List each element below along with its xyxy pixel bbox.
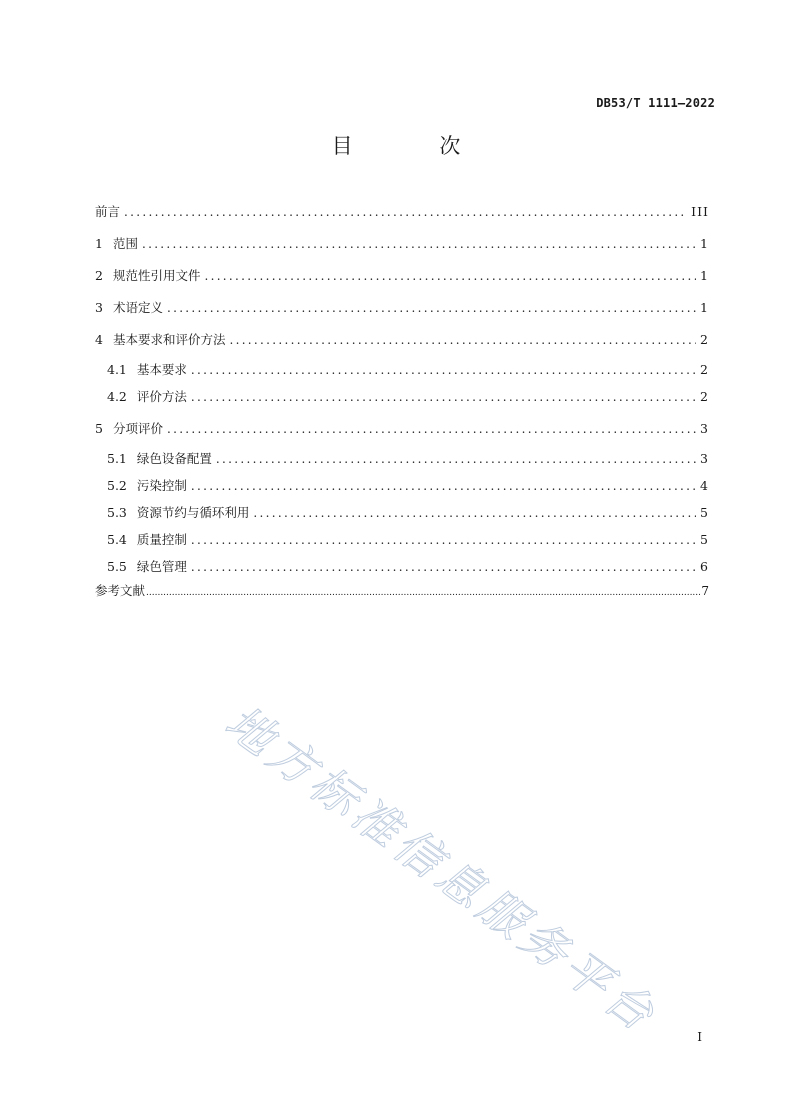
toc-entry-4-1[interactable]: [95, 360, 709, 380]
toc-entry-5[interactable]: [95, 419, 709, 439]
toc-entry-label: 污染控制: [136, 478, 187, 493]
toc-entry-label: 绿色设备配置: [136, 451, 212, 466]
toc-entry-3[interactable]: [95, 298, 709, 318]
toc-leader: [142, 234, 696, 254]
toc-entry-4-2[interactable]: [95, 387, 709, 407]
toc-entry-page: III: [691, 204, 709, 219]
toc-entry-page: 4: [700, 478, 709, 493]
toc-entry-number: 4: [95, 332, 103, 347]
toc-leader: [124, 202, 687, 222]
toc-entry-page: 5: [700, 532, 709, 547]
toc-entry-page: 6: [700, 559, 709, 574]
document-code: DB53/T 1111—2022: [596, 96, 715, 110]
toc-entry-5-1[interactable]: [95, 449, 709, 469]
toc-entry-5-5[interactable]: [95, 557, 709, 577]
toc-entry-label: 术语定义: [112, 300, 163, 315]
toc-leader: [167, 298, 696, 318]
toc-entry-bibliography[interactable]: [95, 581, 709, 601]
toc-entry-label: 基本要求和评价方法: [112, 332, 226, 347]
toc-entry-label: 质量控制: [136, 532, 187, 547]
toc-entry-number: 2: [95, 268, 103, 283]
toc-entry-5-2[interactable]: [95, 476, 709, 496]
toc-entry-page: 3: [700, 421, 709, 436]
toc-leader: [204, 266, 696, 286]
toc-entry-page: 3: [700, 451, 709, 466]
toc-leader: [253, 503, 696, 523]
toc-entry-number: 5.3: [107, 505, 127, 520]
toc-entry-label: 评价方法: [136, 389, 187, 404]
toc-entry-page: 2: [700, 362, 709, 377]
toc-entry-number: 4.2: [107, 389, 127, 404]
toc-entry-number: 5.5: [107, 559, 127, 574]
table-of-contents: [95, 200, 709, 601]
toc-entry-page: 1: [700, 300, 709, 315]
toc-entry-label: 资源节约与循环利用: [136, 505, 250, 520]
toc-leader: [191, 360, 696, 380]
toc-entry-number: 5.4: [107, 532, 127, 547]
toc-entry-page: 5: [700, 505, 709, 520]
toc-entry-2[interactable]: [95, 266, 709, 286]
toc-entry-foreword[interactable]: [95, 202, 709, 222]
toc-entry-label: 前言: [95, 204, 121, 219]
toc-entry-page: 7: [701, 584, 709, 598]
toc-leader: [191, 387, 696, 407]
toc-entry-label: 基本要求: [136, 362, 187, 377]
toc-leader: [146, 583, 700, 603]
toc-leader: [167, 419, 696, 439]
toc-entry-number: 5: [95, 421, 103, 436]
toc-entry-5-4[interactable]: [95, 530, 709, 550]
toc-entry-number: 5.1: [107, 451, 127, 466]
toc-leader: [191, 557, 696, 577]
page-number: I: [697, 1030, 702, 1044]
toc-entry-5-3[interactable]: [95, 503, 709, 523]
watermark: 地方标准信息服务平台: [215, 694, 669, 1044]
toc-entry-4[interactable]: [95, 330, 709, 350]
toc-title: 目 次: [331, 134, 501, 158]
toc-entry-number: 1: [95, 236, 103, 251]
toc-entry-label: 绿色管理: [136, 559, 187, 574]
toc-entry-label: 参考文献: [95, 583, 146, 598]
toc-entry-number: 5.2: [107, 478, 127, 493]
toc-entry-label: 范围: [112, 236, 138, 251]
toc-entry-label: 分项评价: [112, 421, 163, 436]
toc-entry-page: 1: [700, 236, 709, 251]
toc-leader: [191, 530, 696, 550]
toc-entry-page: 2: [700, 389, 709, 404]
toc-leader: [229, 330, 696, 350]
toc-entry-number: 4.1: [107, 362, 127, 377]
toc-entry-number: 3: [95, 300, 103, 315]
toc-entry-page: 2: [700, 332, 709, 347]
toc-entry-1[interactable]: [95, 234, 709, 254]
toc-leader: [191, 476, 696, 496]
toc-entry-label: 规范性引用文件: [112, 268, 201, 283]
toc-leader: [216, 449, 696, 469]
toc-entry-page: 1: [700, 268, 709, 283]
